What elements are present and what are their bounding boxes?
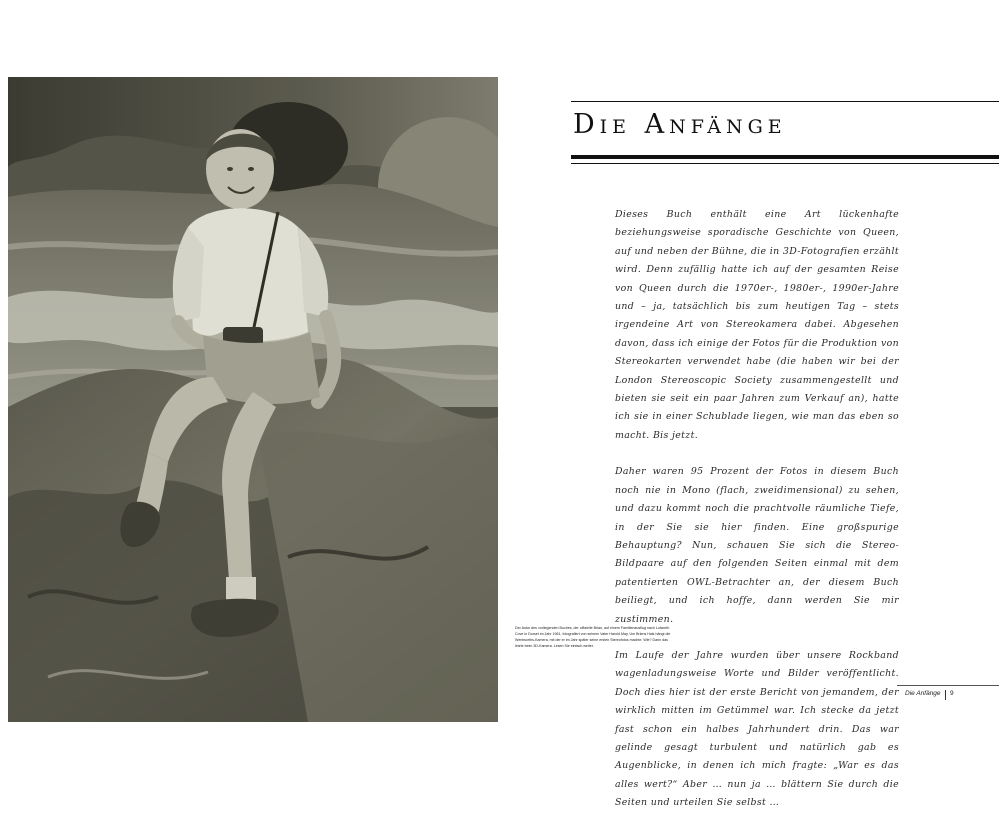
header-rule-thick [571, 155, 999, 159]
paragraph: Dieses Buch enthält eine Art lückenhafte beziehungsweise sporadische Geschichte von Queen, auf und neben der Bühne, die in 3D-Fotografien erzählt wird. Denn zufällig hatte ich auf der gesamten Reise von Queen durch die 1970er-, 1980er-, 1990er-Jahre und – ja, tatsächlich bis zum heutigen Tag – stets irgendeine Art von Stereokamera dabei. Abgesehen davon, dass ich einige der Fotos für die Produktion von Stereokarten verwendet habe (die haben wir bei der London Stereoscopic Society zusammengestellt und bieten sie seit ein paar Jahren zum Verkauf an), hatte ich sie in einer Schublade liegen, wie man das eben so macht. Bis jetzt. [615, 209, 899, 441]
body-text [615, 206, 899, 831]
header-rule-thin [571, 163, 999, 164]
chapter-title: Die Anfänge [573, 109, 787, 140]
paragraph: Im Laufe der Jahre wurden über unsere Rockband wagenladungsweise Worte und Bilder veröffentlicht. Doch dies hier ist der erste Bericht von jemandem, der wirklich mitten im Getümmel war. Ich stecke da jetzt fast schon ein halbes Jahrhundert drin. Das war gelinde gesagt turbulent und natürlich gab es Augenblicke, in denen ich mich fragte: „War es das alles wert?“ Aber … nun ja … blättern Sie durch die Seiten und urteilen Sie selbst … [615, 649, 899, 809]
running-footer-section: Die Anfänge [905, 690, 941, 697]
page-number: 9 [950, 690, 954, 697]
header-rule-top [571, 101, 999, 102]
footer-separator [945, 690, 946, 700]
footer-rule [897, 685, 999, 686]
paragraph: Daher waren 95 Prozent der Fotos in diesem Buch noch nie in Mono (flach, zweidimensional) zu sehen, und dazu kommt noch die prachtvolle räumliche Tiefe, in der Sie sie hier finden. Eine großspurige Behauptung? Nun, schauen Sie sich die Stereo-Bildpaare auf den folgenden Seiten einmal mit dem patentierten OWL-Betrachter an, der diesem Buch beiliegt, und ich hoffe, dann werden Sie mir zustimmen. [615, 466, 899, 625]
author-childhood-photo [8, 77, 498, 722]
photo-illustration [8, 77, 498, 722]
photo-caption: Der Autor des vorliegenden Buches, der offizielle Brian, auf einem Familienausflug nach Lulworth Cove in Dorset im Jahr 1961, fotografiert von seinem Vater Harold May. Um Briens Hals hängt die Wentworths-Kamera, mit der er im Jahr später seine ersten Stereofotos machte. Wie? Dann das letzte beim 3D-Kamera. Lesen Sie einfach weiter. [515, 626, 671, 648]
